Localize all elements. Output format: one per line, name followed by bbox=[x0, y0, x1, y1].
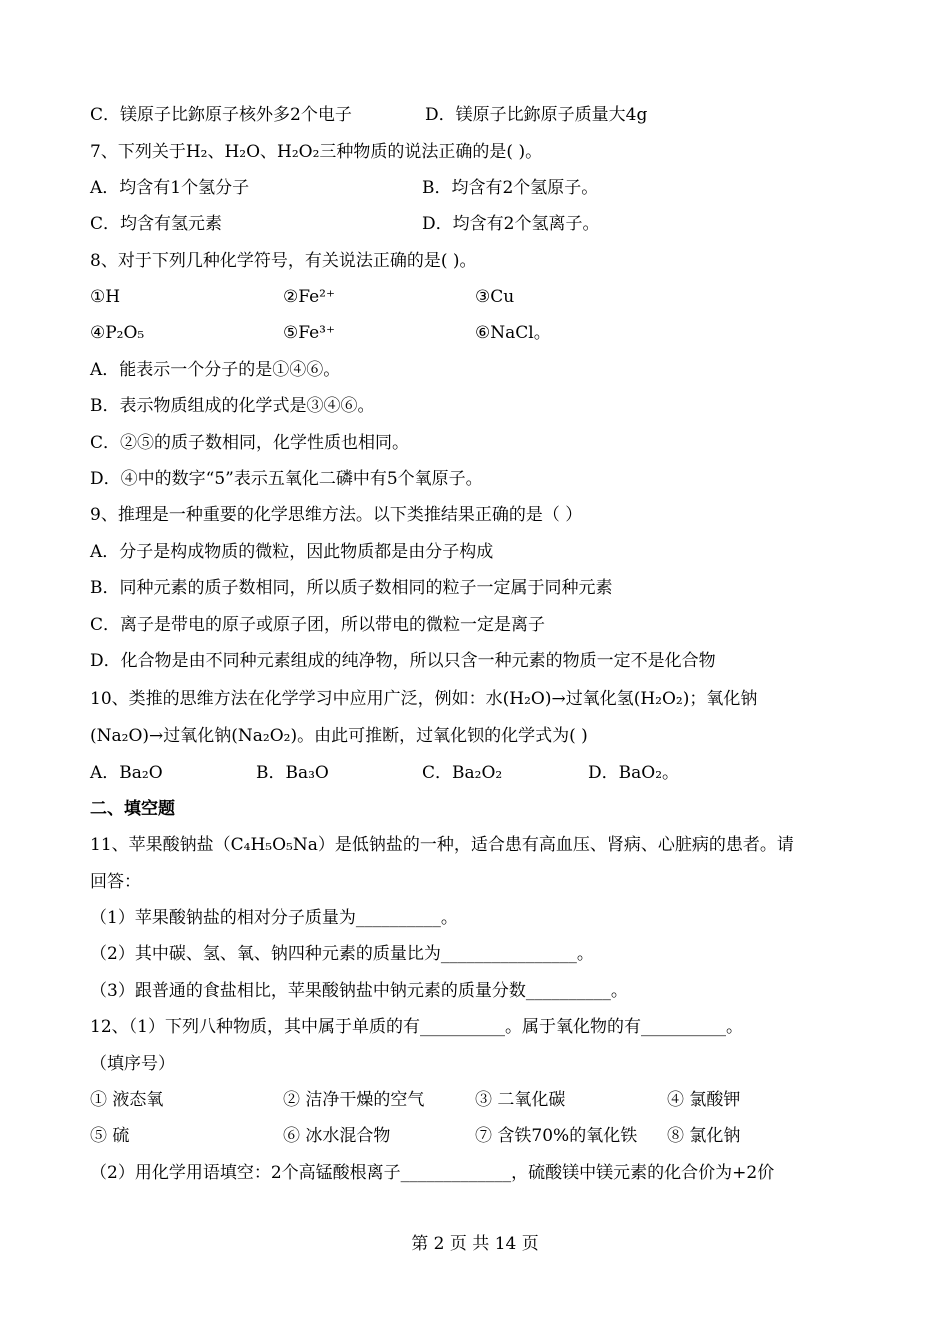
q9-option-d: D．化合物是由不同种元素组成的纯净物，所以只含一种元素的物质一定不是化合物 bbox=[90, 651, 716, 671]
q11-stem-line1: 11、苹果酸钠盐（C₄H₅O₅Na）是低钠盐的一种，适合患有高血压、肾病、心脏病的患者。请 bbox=[90, 835, 794, 855]
q8-symbol-6: ⑥NaCl。 bbox=[475, 323, 551, 343]
q11-part-1: （1）苹果酸钠盐的相对分子质量为__________。 bbox=[90, 908, 458, 928]
q6-option-d: D．镁原子比鉨原子质量大4g bbox=[425, 105, 648, 125]
section-heading-fill-in: 二、填空题 bbox=[90, 799, 175, 819]
q7-option-d: D．均含有2个氢离子。 bbox=[422, 214, 600, 234]
q10-stem-line1: 10、类推的思维方法在化学学习中应用广泛，例如：水(H₂O)→过氧化氢(H₂O₂)；氧化钠 bbox=[90, 689, 758, 709]
q12-stem-line1: 12、（1）下列八种物质，其中属于单质的有__________。属于氧化物的有__________。 bbox=[90, 1017, 743, 1037]
q7-option-b: B．均含有2个氢原子。 bbox=[422, 178, 599, 198]
q11-part-3: （3）跟普通的食盐相比，苹果酸钠盐中钠元素的质量分数__________。 bbox=[90, 981, 628, 1001]
q12-part-2: （2）用化学用语填空：2个高锰酸根离子_____________，硫酸镁中镁元素的化合价为+2价 bbox=[90, 1163, 775, 1183]
q12-item-5: ⑤ 硫 bbox=[90, 1126, 130, 1146]
page-number-footer: 第 2 页 共 14 页 bbox=[411, 1234, 539, 1254]
q12-stem-line2: （填序号） bbox=[90, 1054, 175, 1074]
q11-stem-line2: 回答： bbox=[90, 872, 141, 892]
q8-symbol-4: ④P₂O₅ bbox=[90, 323, 145, 343]
q9-option-c: C．离子是带电的原子或原子团，所以带电的微粒一定是离子 bbox=[90, 615, 546, 635]
q11-part-2: （2）其中碳、氢、氧、钠四种元素的质量比为________________。 bbox=[90, 944, 594, 964]
q12-item-2: ② 洁净干燥的空气 bbox=[283, 1090, 425, 1110]
q9-option-a: A．分子是构成物质的微粒，因此物质都是由分子构成 bbox=[90, 542, 494, 562]
q8-option-d: D．④中的数字“5”表示五氧化二磷中有5个氧原子。 bbox=[90, 469, 483, 489]
q8-option-a: A．能表示一个分子的是①④⑥。 bbox=[90, 360, 341, 380]
q8-stem: 8、对于下列几种化学符号，有关说法正确的是( )。 bbox=[90, 251, 477, 271]
q7-option-a: A．均含有1个氢分子 bbox=[90, 178, 250, 198]
q10-option-d: D．BaO₂。 bbox=[588, 763, 680, 783]
q8-symbol-2: ②Fe²⁺ bbox=[283, 287, 335, 307]
q7-stem: 7、下列关于H₂、H₂O、H₂O₂三种物质的说法正确的是( )。 bbox=[90, 142, 543, 162]
q10-option-a: A．Ba₂O bbox=[90, 763, 163, 783]
q8-option-c: C．②⑤的质子数相同，化学性质也相同。 bbox=[90, 433, 410, 453]
q10-option-b: B．Ba₃O bbox=[256, 763, 329, 783]
q8-symbol-3: ③Cu bbox=[475, 287, 515, 307]
q8-symbol-1: ①H bbox=[90, 287, 121, 307]
q7-option-c: C．均含有氢元素 bbox=[90, 214, 223, 234]
q12-item-1: ① 液态氧 bbox=[90, 1090, 164, 1110]
q10-stem-line2: (Na₂O)→过氧化钠(Na₂O₂)。由此可推断，过氧化钡的化学式为( ) bbox=[90, 726, 588, 746]
q12-item-6: ⑥ 冰水混合物 bbox=[283, 1126, 391, 1146]
q12-item-8: ⑧ 氯化钠 bbox=[667, 1126, 741, 1146]
q8-symbol-5: ⑤Fe³⁺ bbox=[283, 323, 335, 343]
q8-option-b: B．表示物质组成的化学式是③④⑥。 bbox=[90, 396, 375, 416]
q10-option-c: C．Ba₂O₂ bbox=[422, 763, 503, 783]
q12-item-3: ③ 二氧化碳 bbox=[475, 1090, 566, 1110]
q9-option-b: B．同种元素的质子数相同，所以质子数相同的粒子一定属于同种元素 bbox=[90, 578, 613, 598]
q6-option-c: C．镁原子比鉨原子核外多2个电子 bbox=[90, 105, 352, 125]
q9-stem: 9、推理是一种重要的化学思维方法。以下类推结果正确的是（ ） bbox=[90, 505, 583, 525]
q12-item-7: ⑦ 含铁70%的氧化铁 bbox=[475, 1126, 638, 1146]
q12-item-4: ④ 氯酸钾 bbox=[667, 1090, 741, 1110]
